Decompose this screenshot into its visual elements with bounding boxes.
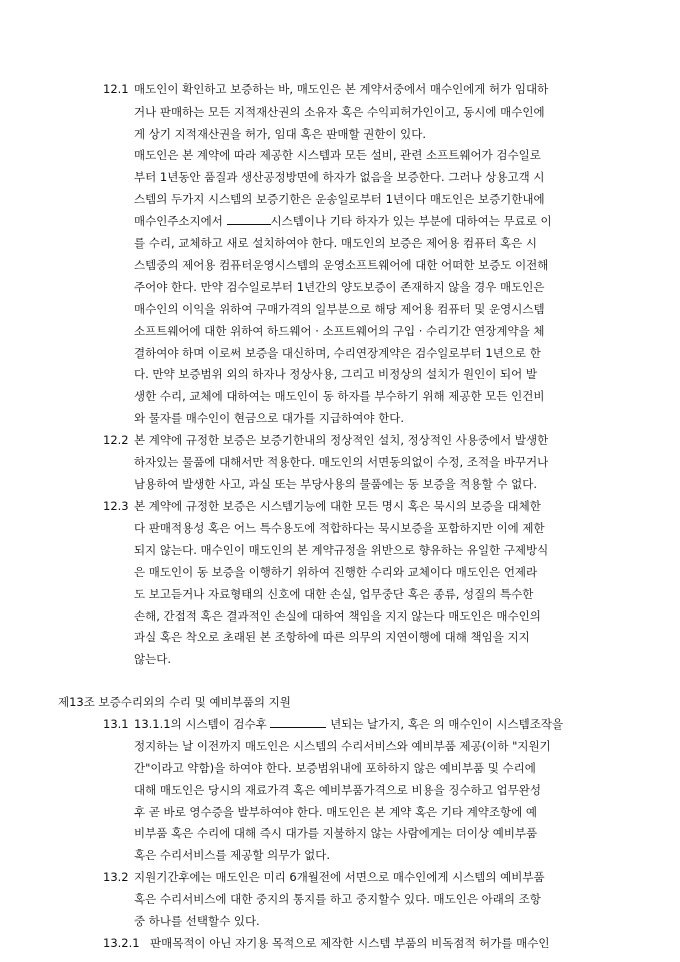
- clause-number-12-3: 12.3: [103, 499, 129, 513]
- text-line: 대해 매도인은 당시의 재료가격 혹은 예비부품가격으로 비용을 징수하고 업무완성: [134, 783, 541, 797]
- text-line: 매도인이 확인하고 보증하는 바, 매도인은 본 계약서중에서 매수인에게 허가 임대하: [134, 82, 549, 96]
- text-line: 후 곧 바로 영수증을 발부하여야 한다. 매도인은 본 계약 혹은 기타 계약조항에 예: [134, 805, 538, 819]
- text-line: 와 물자를 매수인이 현금으로 대가를 지급하여야 한다.: [134, 411, 404, 425]
- text-line: 다. 만약 보증범위 외의 하자나 정상사용, 그리고 비정상의 설치가 원인이 되어 발: [134, 367, 538, 381]
- text-segment: 13.1.1의 시스템이 검수후: [134, 717, 267, 731]
- text-line: 정지하는 날 이전까지 매도인은 시스템의 수리서비스와 예비부품 제공(이하 "지원기: [134, 739, 551, 753]
- text-line: 판매목적이 아닌 자기용 목적으로 제작한 시스템 부품의 비독점적 허가를 매수인: [150, 936, 550, 950]
- text-line: 도 보고듣거나 자료형태의 신호에 대한 손실, 업무중단 혹은 종류, 성질의 특수한: [134, 587, 534, 601]
- text-line: 게 상기 지적재산권을 허가, 임대 혹은 판매할 권한이 있다.: [134, 127, 427, 141]
- clause-number-13-2: 13.2: [103, 870, 129, 884]
- clause-number-13-2-1: 13.2.1: [103, 936, 140, 950]
- text-line: 않는다.: [134, 652, 171, 666]
- blank-field: [270, 715, 326, 728]
- text-line: 본 계약에 규정한 보증은 시스템기능에 대한 모든 명시 혹은 묵시의 보증을 대체한: [134, 499, 541, 513]
- text-segment: 년되는 날가지, 혹은 의 매수인이 시스템조작을: [330, 717, 564, 731]
- text-line: 매도인은 본 계약에 따라 제공한 시스템과 모든 설비, 관련 소프트웨어가 검수일로: [134, 148, 541, 162]
- text-line: 결하여야 하며 이로써 보증을 대신하며, 수리연장계약은 검수일로부터 1년으로 한: [134, 346, 541, 360]
- text-line: 주어야 한다. 만약 검수일로부터 1년간의 양도보증이 존재하지 않을 경우 매도인은: [134, 280, 545, 294]
- text-line: 거나 판매하는 모든 지적재산권의 소유자 혹은 수익피허가인이고, 동시에 매수인에: [134, 105, 545, 119]
- text-segment: 시스템이나 기타 하자가 있는 부분에 대하여는 무료로 이: [270, 214, 552, 228]
- text-line-with-blank: [134, 715, 563, 733]
- text-line: 스템의 두가지 시스템의 보증기한은 운송일로부터 1년이다 매도인은 보증기한내에: [134, 192, 545, 206]
- clause-number-12-1: 12.1: [103, 82, 129, 96]
- text-line: 되지 않는다. 매수인이 매도인의 본 계약규정을 위반으로 향유하는 유일한 구제방식: [134, 543, 549, 557]
- text-line: 생한 수리, 교체에 대하여는 매도인이 동 하자를 부수하기 위해 제공한 모든 인건비: [134, 389, 545, 403]
- blank-field: [227, 212, 271, 225]
- text-line: 본 계약에 규정한 보증은 보증기한내의 정상적인 설치, 정상적인 사용중에서 발생한: [134, 433, 549, 447]
- text-line: 비부품 혹은 수리에 대해 즉시 대가를 지불하지 않는 사람에게는 더이상 예비부품: [134, 826, 538, 840]
- text-line: 소프트웨어에 대한 위하여 하드웨어 · 소프트웨어의 구입 · 수리기간 연장계약을 체: [134, 324, 545, 338]
- text-line: 은 매도인이 동 보증을 이행하기 위하여 진행한 수리와 교체이다 매도인은 언제라: [134, 565, 538, 579]
- text-line: 혹은 수리서비스를 제공할 의무가 없다.: [134, 848, 331, 862]
- text-line: 매수인의 이익을 위하여 구매가격의 일부분으로 해당 제어용 컴퓨터 및 운영시스템: [134, 302, 545, 316]
- article-heading: 제13조 보증수리외의 수리 및 예비부품의 지원: [58, 695, 291, 709]
- text-line: 다 판매적용성 혹은 어느 특수용도에 적합하다는 묵시보증을 포함하지만 이에 제한: [134, 521, 545, 535]
- text-line: 남용하여 발생한 사고, 과실 또는 부당사용의 물품에는 동 보증을 적용할 수 없다.: [134, 477, 538, 491]
- clause-number-13-1: 13.1: [103, 717, 129, 731]
- text-line: 스템중의 제어용 컴퓨터운영시스템의 운영소프트웨어에 대한 어떠한 보증도 이전해: [134, 258, 549, 272]
- text-line: 간"이라고 약함)을 하여야 한다. 보증범위내에 포하하지 않은 예비부품 및 수리에: [134, 761, 536, 775]
- text-line: 중 하나를 선택할수 있다.: [134, 914, 260, 928]
- text-line: 를 수리, 교체하고 새로 설치하여야 한다. 매도인의 보증은 제어용 컴퓨터 혹은 시: [134, 236, 538, 250]
- text-line: 부터 1년동안 품질과 생산공정방면에 하자가 없음을 보증한다. 그러나 상용고객 시: [134, 170, 545, 184]
- text-line-with-blank: [134, 212, 552, 230]
- text-line: 과실 혹은 착오로 초래된 본 조항하에 따른 의무의 지연이행에 대해 책임을 지지: [134, 630, 530, 644]
- text-line: 혹은 수리서비스에 대한 중지의 통지를 하고 중지할수 있다. 매도인은 아래의 조항: [134, 892, 541, 906]
- text-segment: 매수인주소지에서: [134, 214, 223, 228]
- clause-number-12-2: 12.2: [103, 433, 129, 447]
- text-line: 하자있는 물품에 대해서만 적용한다. 매도인의 서면동의없이 수정, 조적을 바꾸거나: [134, 455, 549, 469]
- text-line: 손해, 간접적 혹은 결과적인 손실에 대하여 책임을 지지 않는다 매도인은 매수인의: [134, 609, 541, 623]
- text-line: 지원기간후에는 매도인은 미리 6개월전에 서면으로 매수인에게 시스템의 예비부품: [134, 870, 545, 884]
